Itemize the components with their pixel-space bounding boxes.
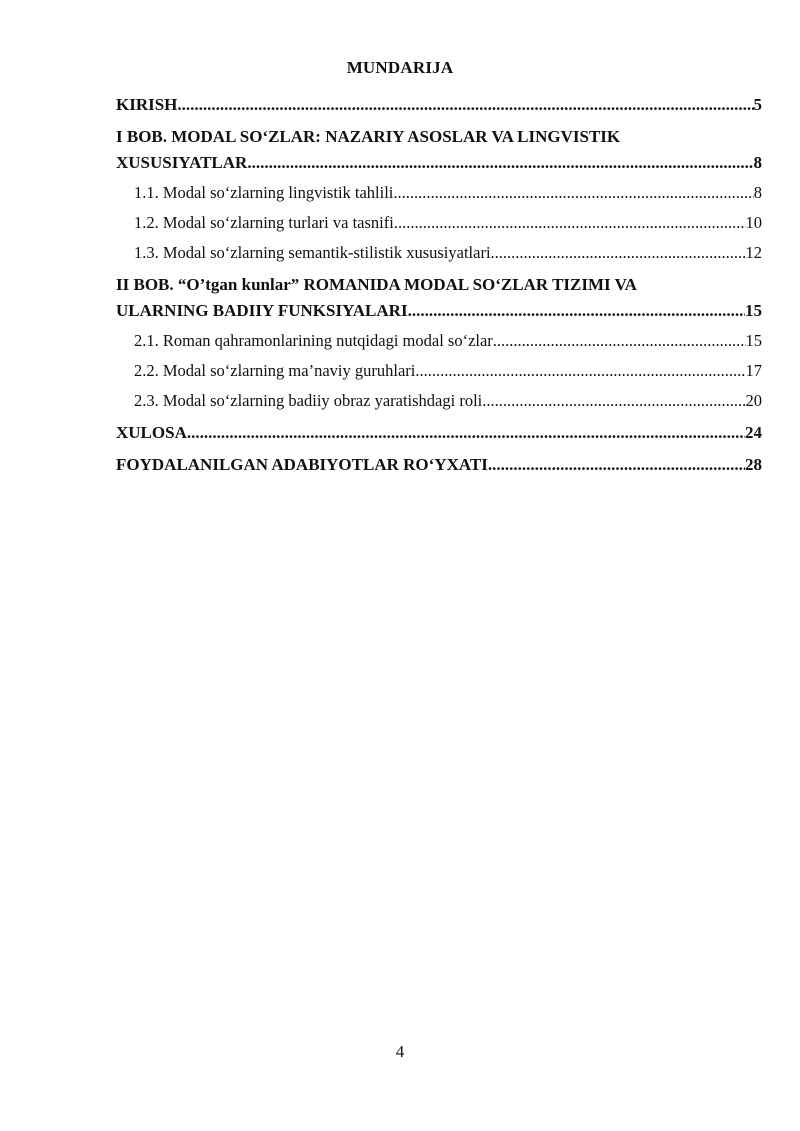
toc-entry[interactable] [116, 240, 762, 266]
toc-entry-text: FOYDALANILGAN ADABIYOTLAR RO‘YXATI [116, 455, 488, 474]
toc-entry-text: ULARNING BADIIY FUNKSIYALARI [116, 301, 408, 320]
toc-entry[interactable] [116, 358, 762, 384]
toc-entry[interactable] [116, 92, 762, 118]
toc-dot-leader [393, 180, 753, 206]
toc-entry-text: 2.3. Modal so‘zlarning badiiy obraz yaratishdagi roli [134, 391, 483, 410]
toc-entry-page: 8 [753, 183, 762, 202]
toc-entry[interactable] [116, 124, 762, 176]
toc-entry-text: 2.1. Roman qahramonlarining nutqidagi modal so‘zlar [134, 331, 493, 350]
toc-entry[interactable] [116, 272, 762, 324]
toc-entry[interactable] [116, 388, 762, 414]
toc-entry[interactable] [116, 328, 762, 354]
toc-entry-page: 17 [745, 361, 762, 380]
toc-entry-text: I BOB. MODAL SO‘ZLAR: NAZARIY ASOSLAR VA LINGVISTIK [116, 127, 621, 146]
toc-entry[interactable] [116, 210, 762, 236]
page-number: 4 [395, 1042, 405, 1061]
toc-entry-text: 1.3. Modal so‘zlarning semantik-stilistik xususiyatlari [134, 243, 491, 262]
toc-dot-leader [488, 452, 745, 478]
toc-entry-text: 2.2. Modal so‘zlarning ma’naviy guruhlari [134, 361, 416, 380]
toc-entry-page: 24 [745, 423, 762, 442]
toc-entry-text: KIRISH [116, 95, 178, 114]
toc-dot-leader [187, 420, 745, 446]
toc-dot-leader [247, 150, 753, 176]
toc-entry[interactable] [116, 452, 762, 478]
toc-entry-text: XULOSA [116, 423, 187, 442]
toc-entry-page: 15 [745, 331, 762, 350]
toc-dot-leader [482, 388, 745, 414]
toc-dot-leader [415, 358, 745, 384]
toc-dot-leader [491, 240, 746, 266]
toc-entry[interactable] [116, 420, 762, 446]
toc-dot-leader [177, 92, 753, 118]
toc-entry-page: 28 [745, 455, 762, 474]
toc-entry-page: 8 [753, 153, 762, 172]
table-of-contents [116, 92, 762, 478]
toc-entry-page: 10 [745, 213, 762, 232]
toc-title: MUNDARIJA [346, 58, 454, 77]
toc-entry-page: 5 [753, 95, 762, 114]
toc-entry-text: XUSUSIYATLAR [116, 153, 248, 172]
toc-dot-leader [408, 298, 745, 324]
toc-dot-leader [394, 210, 746, 236]
toc-dot-leader [493, 328, 746, 354]
toc-entry-page: 15 [745, 301, 762, 320]
toc-entry-text: II BOB. “O’tgan kunlar” ROMANIDA MODAL SO‘ZLAR TIZIMI VA [116, 275, 637, 294]
toc-entry-page: 12 [745, 243, 762, 262]
toc-entry-page: 20 [745, 391, 762, 410]
toc-entry-text: 1.2. Modal so‘zlarning turlari va tasnifi [134, 213, 394, 232]
toc-entry-text: 1.1. Modal so‘zlarning lingvistik tahlili [134, 183, 394, 202]
toc-entry[interactable] [116, 180, 762, 206]
